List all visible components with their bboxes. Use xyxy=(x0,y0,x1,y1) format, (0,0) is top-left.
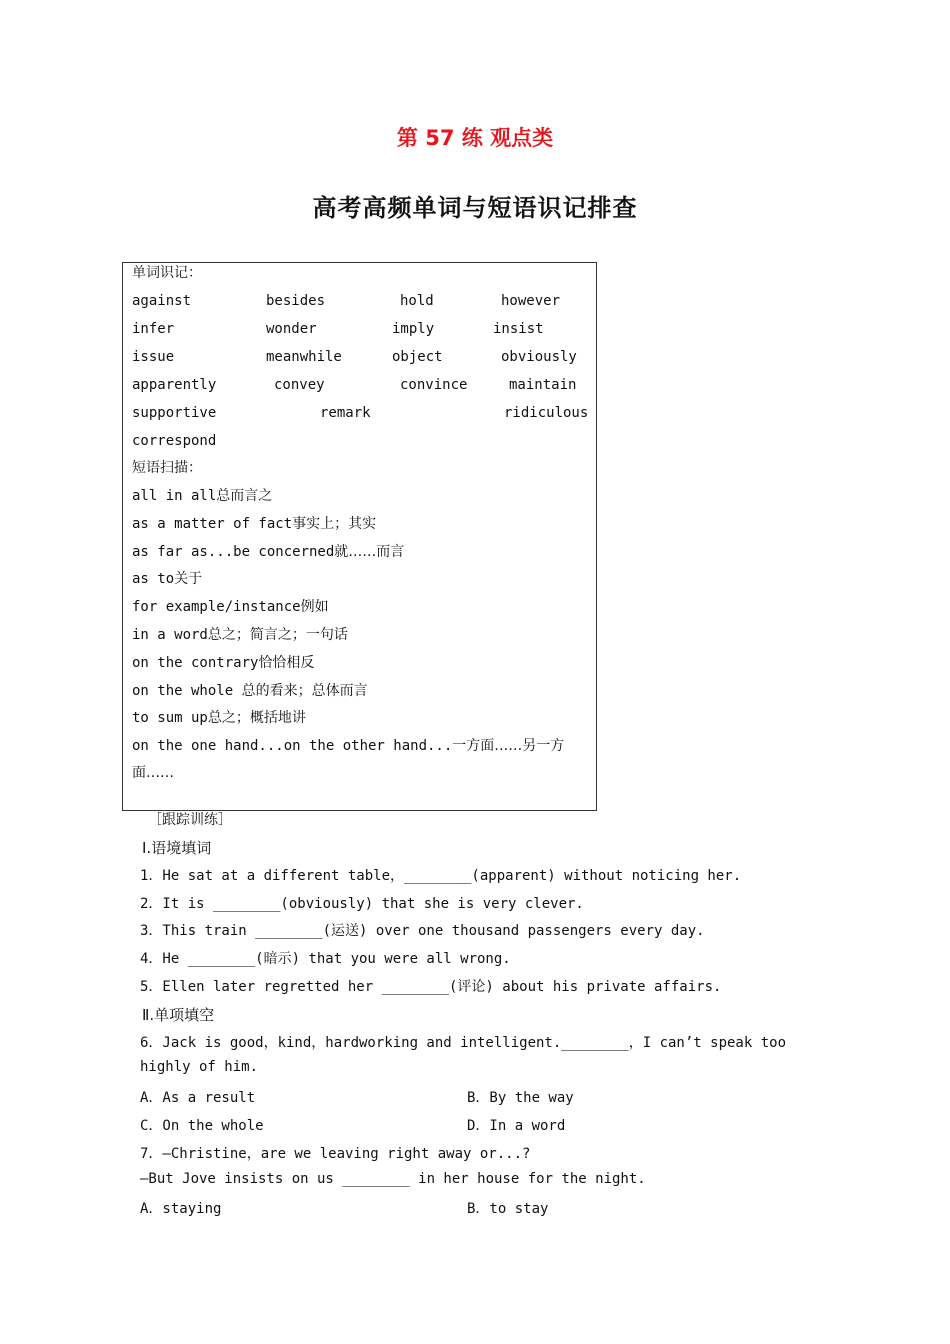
phrase-item: on the whole 总的看来；总体而言 xyxy=(132,683,368,699)
word: convince xyxy=(400,377,468,393)
phrase-item: in a word总之；简言之；一句话 xyxy=(132,627,348,643)
section-heading-fill-in: Ⅰ.语境填词 xyxy=(142,839,212,857)
word: obviously xyxy=(501,349,577,365)
phrase-item: on the one hand...on the other hand...一方面……另一方 xyxy=(132,738,565,754)
word: against xyxy=(132,293,192,309)
word: ridiculous xyxy=(504,405,589,421)
phrase-item: all in all总而言之 xyxy=(132,488,273,504)
question-4: 4．He ________(暗示) that you were all wrong. xyxy=(140,951,511,967)
option-a: A．As a result xyxy=(140,1090,256,1106)
word: imply xyxy=(392,321,435,337)
word: object xyxy=(392,349,443,365)
phrase-item: for example/instance例如 xyxy=(132,599,329,615)
phrase-item: as a matter of fact事实上；其实 xyxy=(132,516,377,532)
word: supportive xyxy=(132,405,217,421)
page-title: 高考高频单词与短语识记排查 xyxy=(312,194,638,222)
phrase-item: as to关于 xyxy=(132,571,203,587)
word: wonder xyxy=(266,321,317,337)
word: maintain xyxy=(509,377,577,393)
words-header: 单词识记： xyxy=(132,265,202,281)
question-2: 2．It is ________(obviously) that she is very clever. xyxy=(140,896,584,912)
option-b: B．By the way xyxy=(467,1090,574,1106)
word: besides xyxy=(266,293,326,309)
question-7: 7．—Christine，are we leaving right away or...? xyxy=(140,1146,531,1162)
question-5: 5．Ellen later regretted her ________(评论) about his private affairs. xyxy=(140,979,722,995)
question-6-continued: highly of him. xyxy=(140,1059,259,1075)
word: convey xyxy=(274,377,325,393)
vocabulary-box xyxy=(122,262,597,811)
phrase-item: to sum up总之；概括地讲 xyxy=(132,710,306,726)
question-7-continued: —But Jove insists on us ________ in her house for the night. xyxy=(140,1171,646,1187)
phrases-header: 短语扫描： xyxy=(132,460,202,476)
question-1: 1．He sat at a different table，________(apparent) without noticing her. xyxy=(140,868,742,884)
word: correspond xyxy=(132,433,217,449)
section-title: 第 57 练 观点类 xyxy=(396,126,554,150)
word: remark xyxy=(320,405,371,421)
phrase-item: as far as...be concerned就……而言 xyxy=(132,544,405,560)
question-6: 6．Jack is good，kind，hardworking and intelligent.________，I can’t speak too xyxy=(140,1035,787,1051)
section-heading-multiple-choice: Ⅱ.单项填空 xyxy=(142,1006,215,1024)
option-b: B．to stay xyxy=(467,1201,549,1217)
word: apparently xyxy=(132,377,217,393)
option-a: A．staying xyxy=(140,1201,222,1217)
word: meanwhile xyxy=(266,349,342,365)
word: hold xyxy=(400,293,434,309)
option-d: D．In a word xyxy=(467,1118,566,1134)
option-c: C．On the whole xyxy=(140,1118,264,1134)
word: infer xyxy=(132,321,175,337)
phrase-wrap: 面…… xyxy=(132,765,174,781)
phrase-item: on the contrary恰恰相反 xyxy=(132,655,315,671)
training-header: ［跟踪训练］ xyxy=(148,812,232,828)
word: insist xyxy=(493,321,544,337)
word: however xyxy=(501,293,561,309)
word: issue xyxy=(132,349,175,365)
question-3: 3．This train ________(运送) over one thousand passengers every day. xyxy=(140,923,705,939)
